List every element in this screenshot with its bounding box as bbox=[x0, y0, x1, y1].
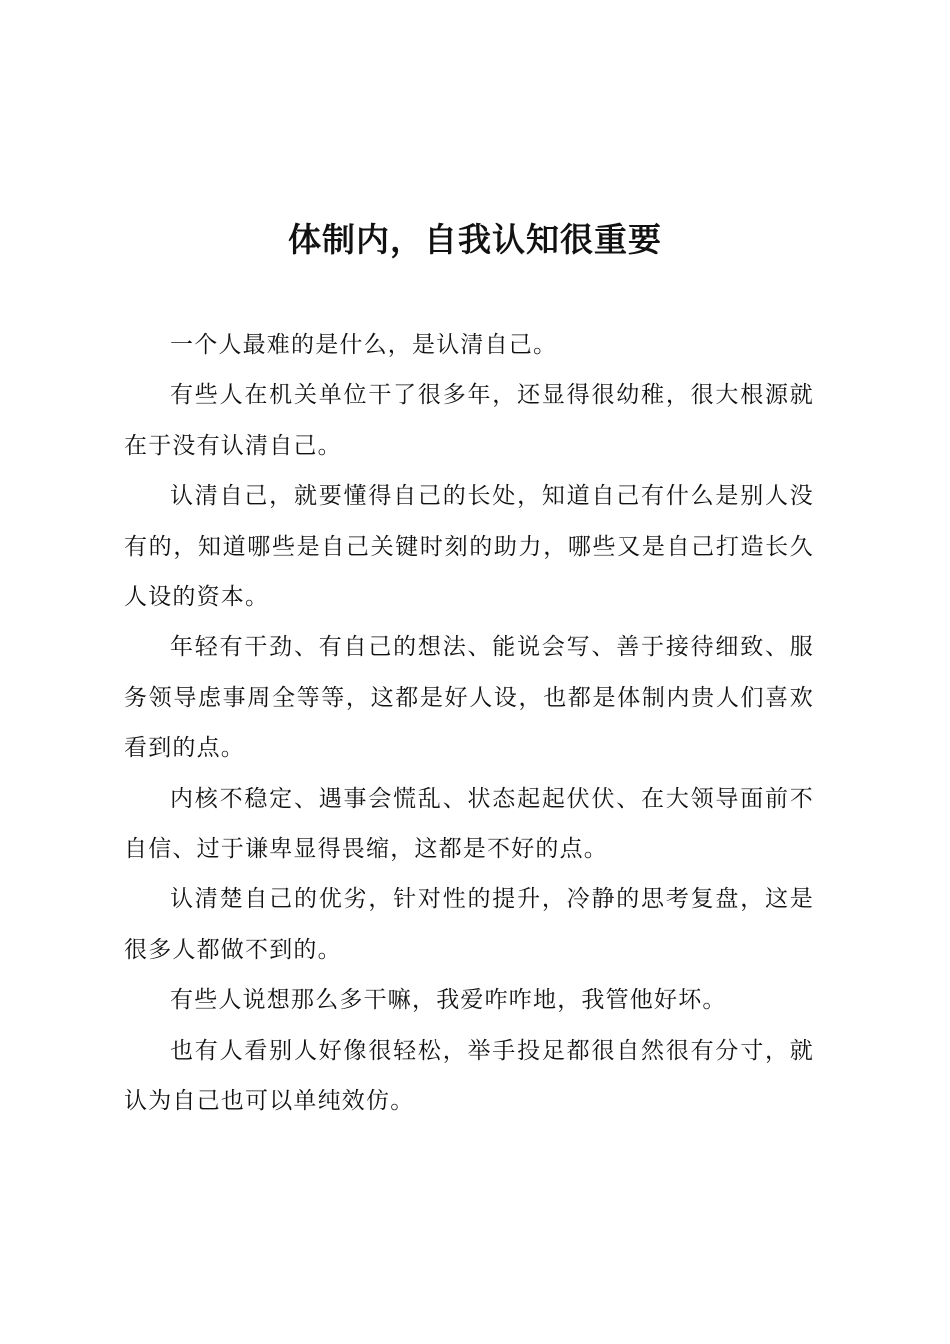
paragraph-7: 有些人说想那么多干嘛，我爱咋咋地，我管他好坏。 bbox=[170, 987, 727, 1014]
document-title: 体制内，自我认知很重要 bbox=[288, 220, 662, 259]
paragraph-5: 内核不稳定、遇事会慌乱、状态起起伏伏、在大领导面前不自信、过于谦卑显得畏缩，这都是不好的点。 bbox=[124, 785, 814, 863]
paragraph-8: 也有人看别人好像很轻松，举手投足都很自然很有分寸，就认为自己也可以单纯效仿。 bbox=[124, 1037, 814, 1115]
paragraph-4: 年轻有干劲、有自己的想法、能说会写、善于接待细致、服务领导虑事周全等等，这都是好人设，也都是体制内贵人们喜欢看到的点。 bbox=[124, 634, 814, 762]
document-body bbox=[124, 320, 814, 1127]
paragraph-1: 一个人最难的是什么，是认清自己。 bbox=[170, 332, 558, 358]
paragraph-2: 有些人在机关单位干了很多年，还显得很幼稚，很大根源就在于没有认清自己。 bbox=[124, 382, 814, 459]
paragraph-6: 认清楚自己的优劣，针对性的提升，冷静的思考复盘，这是很多人都做不到的。 bbox=[124, 886, 814, 963]
paragraph-3: 认清自己，就要懂得自己的长处，知道自己有什么是别人没有的，知道哪些是自己关键时刻的助力，哪些又是自己打造长久人设的资本。 bbox=[124, 483, 814, 611]
